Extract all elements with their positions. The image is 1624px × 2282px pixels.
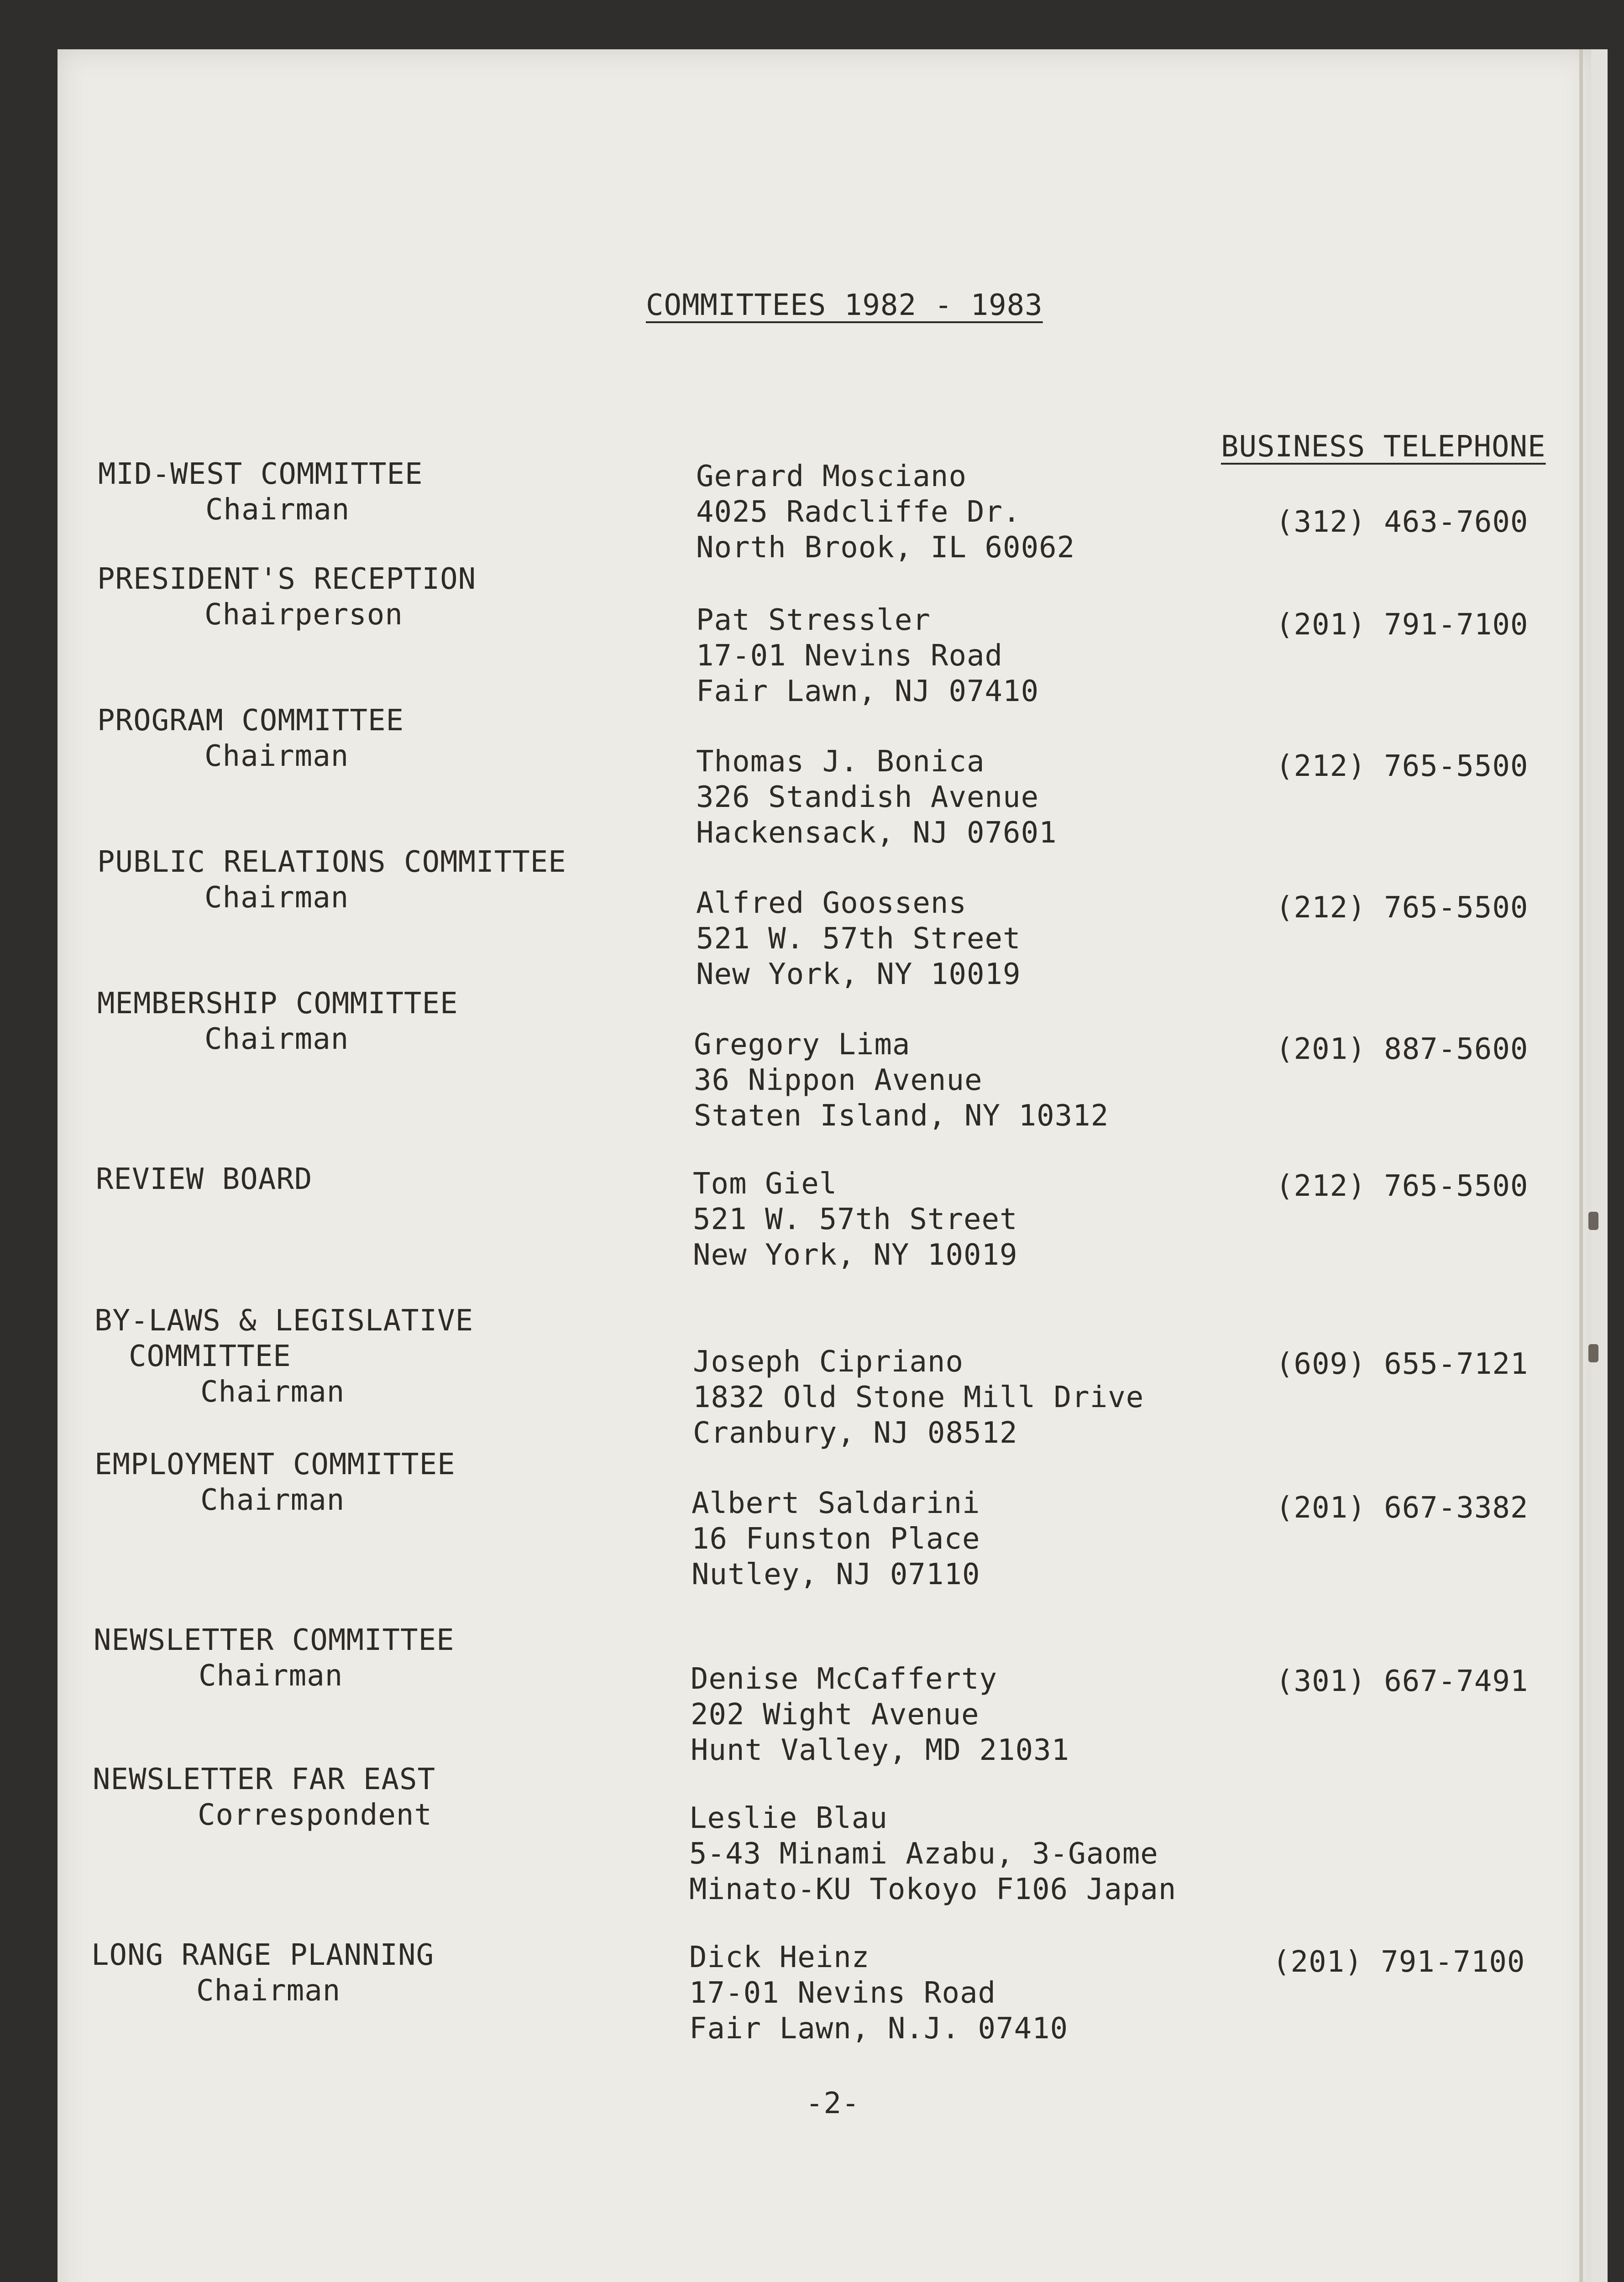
- business-phone: (201) 887-5600: [1276, 1032, 1529, 1066]
- committee-label: [97, 986, 458, 1057]
- committee-label: [98, 456, 423, 528]
- contact-block: [693, 1344, 1144, 1451]
- contact-name: Gregory Lima: [694, 1028, 911, 1062]
- address-line-2: Hunt Valley, MD 21031: [691, 1733, 1070, 1767]
- business-phone: (212) 765-5500: [1276, 891, 1529, 925]
- committee-name: MID-WEST COMMITTEE: [98, 457, 423, 491]
- contact-block: [692, 1486, 980, 1592]
- committee-name: PUBLIC RELATIONS COMMITTEE: [97, 845, 566, 879]
- address-line-2: North Brook, IL 60062: [696, 531, 1075, 565]
- committee-name: MEMBERSHIP COMMITTEE: [97, 987, 458, 1021]
- committee-role: Chairman: [200, 1483, 345, 1517]
- committee-label: [96, 1162, 312, 1197]
- address-line-1: 5-43 Minami Azabu, 3-Gaome: [689, 1837, 1158, 1871]
- address-line-1: 17-01 Nevins Road: [696, 639, 1003, 673]
- committee-role: Chairman: [205, 493, 350, 527]
- committee-name: PROGRAM COMMITTEE: [97, 704, 404, 738]
- contact-block: [696, 602, 1039, 709]
- committee-role: Chairperson: [204, 598, 403, 632]
- business-phone: (212) 765-5500: [1276, 749, 1529, 783]
- committee-name: NEWSLETTER FAR EAST: [93, 1763, 436, 1796]
- staple-bottom: [1588, 1344, 1598, 1362]
- committee-name: REVIEW BOARD: [96, 1162, 313, 1196]
- business-phone: (609) 655-7121: [1276, 1347, 1529, 1381]
- contact-name: Leslie Blau: [689, 1801, 888, 1835]
- contact-name: Gerard Mosciano: [696, 460, 967, 493]
- business-phone: (312) 463-7600: [1276, 505, 1529, 539]
- address-line-1: 326 Standish Avenue: [696, 780, 1039, 814]
- committee-name: EMPLOYMENT COMMITTEE: [94, 1448, 456, 1481]
- page-title: COMMITTEES 1982 - 1983: [646, 288, 1043, 322]
- committee-label: [97, 561, 476, 633]
- address-line-1: 36 Nippon Avenue: [694, 1063, 983, 1097]
- business-phone: (201) 667-3382: [1276, 1491, 1529, 1525]
- address-line-2: Fair Lawn, NJ 07410: [696, 675, 1039, 708]
- address-line-2: Cranbury, NJ 08512: [693, 1416, 1018, 1450]
- contact-name: Albert Saldarini: [692, 1486, 980, 1520]
- business-phone: (201) 791-7100: [1276, 608, 1529, 642]
- business-phone: (301) 667-7491: [1276, 1664, 1529, 1698]
- committee-name-line-2: COMMITTEE: [129, 1340, 291, 1373]
- contact-name: Dick Heinz: [689, 1941, 870, 1974]
- address-line-1: 4025 Radcliffe Dr.: [696, 495, 1021, 529]
- committee-name: BY-LAWS & LEGISLATIVE: [94, 1304, 474, 1338]
- address-line-1: 202 Wight Avenue: [691, 1698, 980, 1732]
- committee-name: PRESIDENT'S RECEPTION: [97, 562, 477, 596]
- contact-name: Pat Stressler: [696, 603, 931, 637]
- committee-role: Chairman: [204, 739, 349, 773]
- contact-block: [693, 1166, 1018, 1273]
- address-line-2: New York, NY 10019: [693, 1238, 1018, 1272]
- contact-block: [696, 744, 1057, 851]
- committee-label: [94, 1447, 456, 1518]
- committee-label: [94, 1303, 473, 1410]
- address-line-1: 521 W. 57th Street: [693, 1203, 1018, 1236]
- committee-label: [91, 1937, 434, 2009]
- contact-name: Joseph Cipriano: [693, 1345, 964, 1379]
- page-number: -2-: [806, 2087, 860, 2120]
- contact-name: Thomas J. Bonica: [696, 745, 985, 779]
- address-line-2: Hackensack, NJ 07601: [696, 816, 1057, 850]
- address-line-2: New York, NY 10019: [696, 958, 1021, 991]
- committee-role: Chairman: [196, 1974, 341, 2008]
- committee-label: [97, 844, 566, 916]
- contact-block: [691, 1661, 1069, 1768]
- address-line-2: Minato-KU Tokoyo F106 Japan: [689, 1873, 1177, 1906]
- committee-label: [94, 1623, 455, 1694]
- address-line-2: Staten Island, NY 10312: [694, 1099, 1109, 1133]
- page-fold: [1579, 49, 1583, 2282]
- committee-role: Correspondent: [198, 1798, 432, 1832]
- contact-name: Tom Giel: [693, 1167, 838, 1201]
- address-line-2: Nutley, NJ 07110: [692, 1558, 980, 1591]
- business-phone: (201) 791-7100: [1273, 1945, 1525, 1979]
- address-line-1: 521 W. 57th Street: [696, 922, 1021, 956]
- contact-name: Alfred Goossens: [696, 886, 967, 920]
- contact-block: [694, 1027, 1109, 1134]
- staple-top: [1588, 1212, 1598, 1230]
- contact-block: [689, 1800, 1176, 1907]
- committee-name: NEWSLETTER COMMITTEE: [94, 1623, 455, 1657]
- address-line-2: Fair Lawn, N.J. 07410: [689, 2012, 1069, 2046]
- address-line-1: 17-01 Nevins Road: [689, 1976, 996, 2010]
- contact-name: Denise McCafferty: [691, 1662, 998, 1696]
- contact-block: [696, 459, 1075, 565]
- committee-role: Chairman: [204, 1022, 349, 1056]
- committee-label: [97, 703, 404, 774]
- contact-block: [696, 885, 1021, 992]
- address-line-1: 1832 Old Stone Mill Drive: [693, 1381, 1144, 1414]
- committee-role: Chairman: [200, 1375, 345, 1409]
- next-page-edge: [1591, 49, 1608, 2282]
- business-phone: (212) 765-5500: [1276, 1169, 1529, 1203]
- committee-label: [93, 1762, 435, 1833]
- committee-role: Chairman: [204, 881, 349, 915]
- business-telephone-header: BUSINESS TELEPHONE: [1221, 430, 1546, 464]
- committee-name: LONG RANGE PLANNING: [91, 1938, 435, 1972]
- address-line-1: 16 Funston Place: [692, 1522, 980, 1556]
- committee-role: Chairman: [199, 1659, 343, 1693]
- contact-block: [689, 1940, 1068, 2046]
